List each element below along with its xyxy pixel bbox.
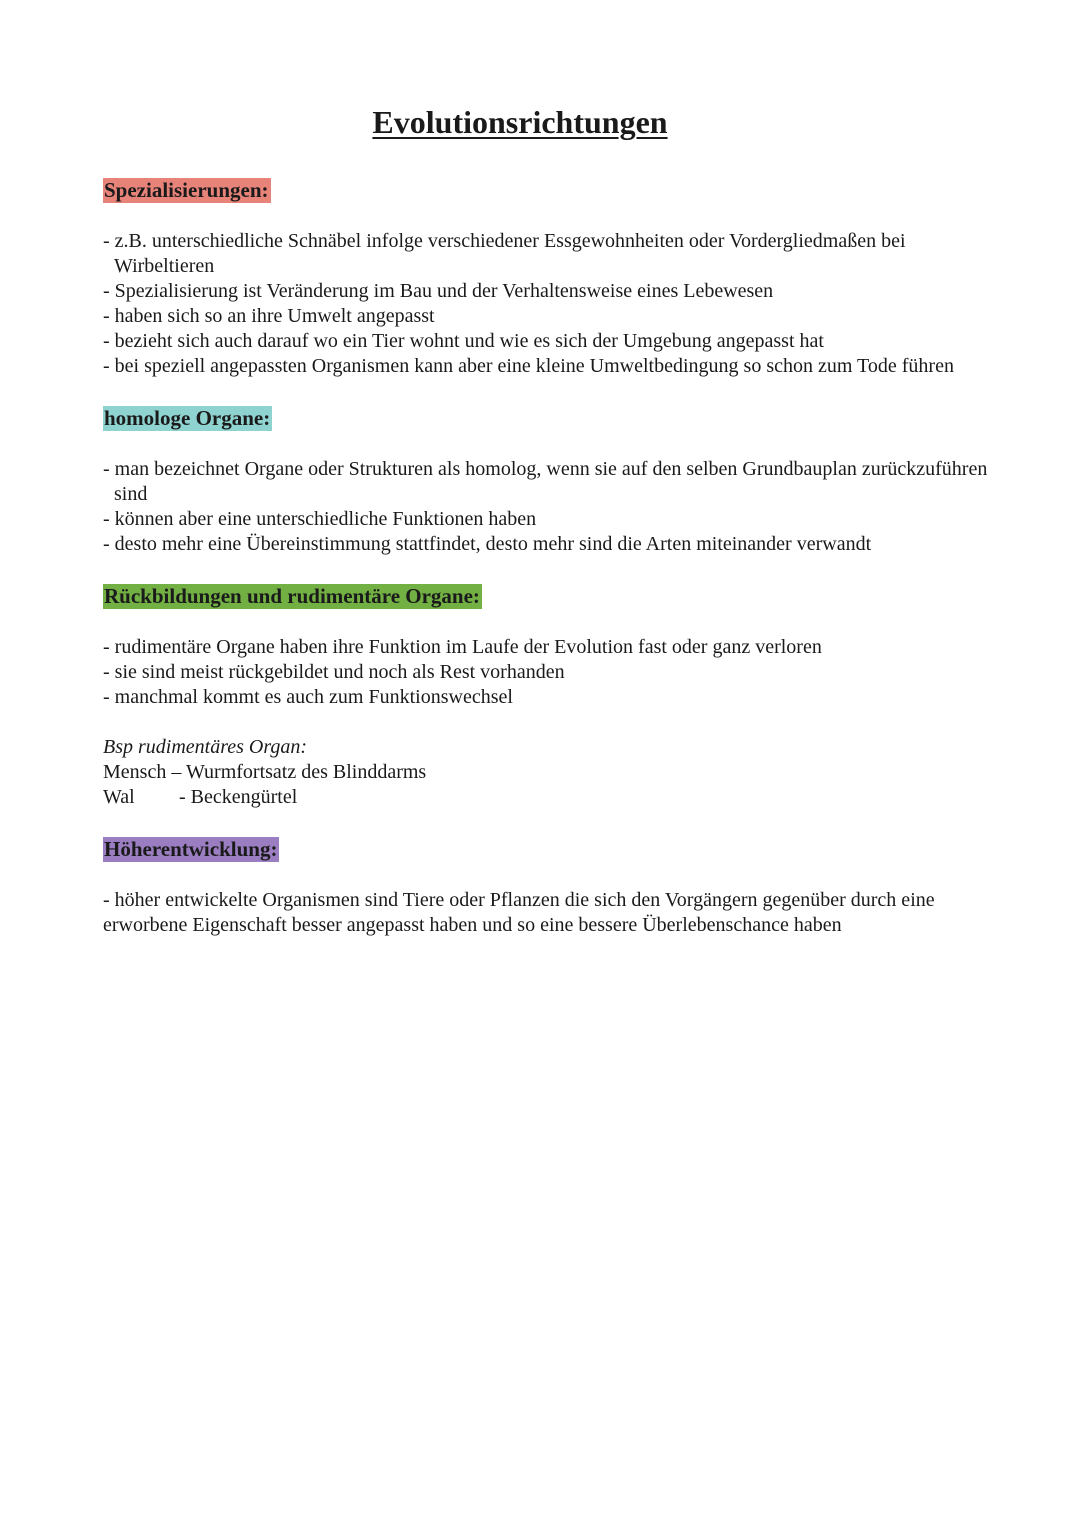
example-value: - Beckengürtel xyxy=(179,786,298,808)
list-item: - Spezialisierung ist Veränderung im Bau und der Verhaltensweise eines Lebewesen xyxy=(103,280,774,302)
list-item: - man bezeichnet Organe oder Strukturen als homolog, wenn sie auf den selben Grundbauplan zurückzuführen sind xyxy=(103,458,988,505)
list-item: - haben sich so an ihre Umwelt angepasst xyxy=(103,305,435,327)
document-content xyxy=(103,176,993,938)
example-label: Bsp rudimentäres Organ: xyxy=(103,736,308,758)
section-heading: Höherentwicklung: xyxy=(104,837,278,861)
page-title: Evolutionsrichtungen xyxy=(372,104,668,140)
section-heading: Spezialisierungen: xyxy=(104,178,269,202)
example-line xyxy=(103,785,993,810)
list-item: - bezieht sich auch darauf wo ein Tier wohnt und wie es sich der Umgebung angepasst hat xyxy=(103,330,824,352)
list-item: - rudimentäre Organe haben ihre Funktion im Laufe der Evolution fast oder ganz verloren xyxy=(103,636,822,658)
section-homologe-organe xyxy=(103,404,993,557)
list-item: - desto mehr eine Übereinstimmung stattfindet, desto mehr sind die Arten miteinander verwandt xyxy=(103,533,872,555)
list-item: - sie sind meist rückgebildet und noch als Rest vorhanden xyxy=(103,661,565,683)
example-line: Mensch – Wurmfortsatz des Blinddarms xyxy=(103,761,427,783)
list-item: - höher entwickelte Organismen sind Tiere oder Pflanzen die sich den Vorgängern gegenüber durch eine erworbene Eigenschaft besser angepasst haben und so eine bessere Überlebenschance haben xyxy=(103,889,935,936)
example-term: Wal xyxy=(103,786,135,808)
list-item: - z.B. unterschiedliche Schnäbel infolge verschiedener Essgewohnheiten oder Vordergliedmaßen bei Wirbeltieren xyxy=(103,230,906,277)
section-spezialisierungen xyxy=(103,176,993,379)
list-item: - können aber eine unterschiedliche Funktionen haben xyxy=(103,508,537,530)
section-heading: homologe Organe: xyxy=(104,406,271,430)
list-item: - manchmal kommt es auch zum Funktionswechsel xyxy=(103,686,513,708)
section-rueckbildungen xyxy=(103,582,993,810)
list-item: - bei speziell angepassten Organismen kann aber eine kleine Umweltbedingung so schon zum Tode führen xyxy=(103,355,954,377)
section-heading: Rückbildungen und rudimentäre Organe: xyxy=(104,584,480,608)
section-hoeherentwicklung xyxy=(103,835,993,938)
